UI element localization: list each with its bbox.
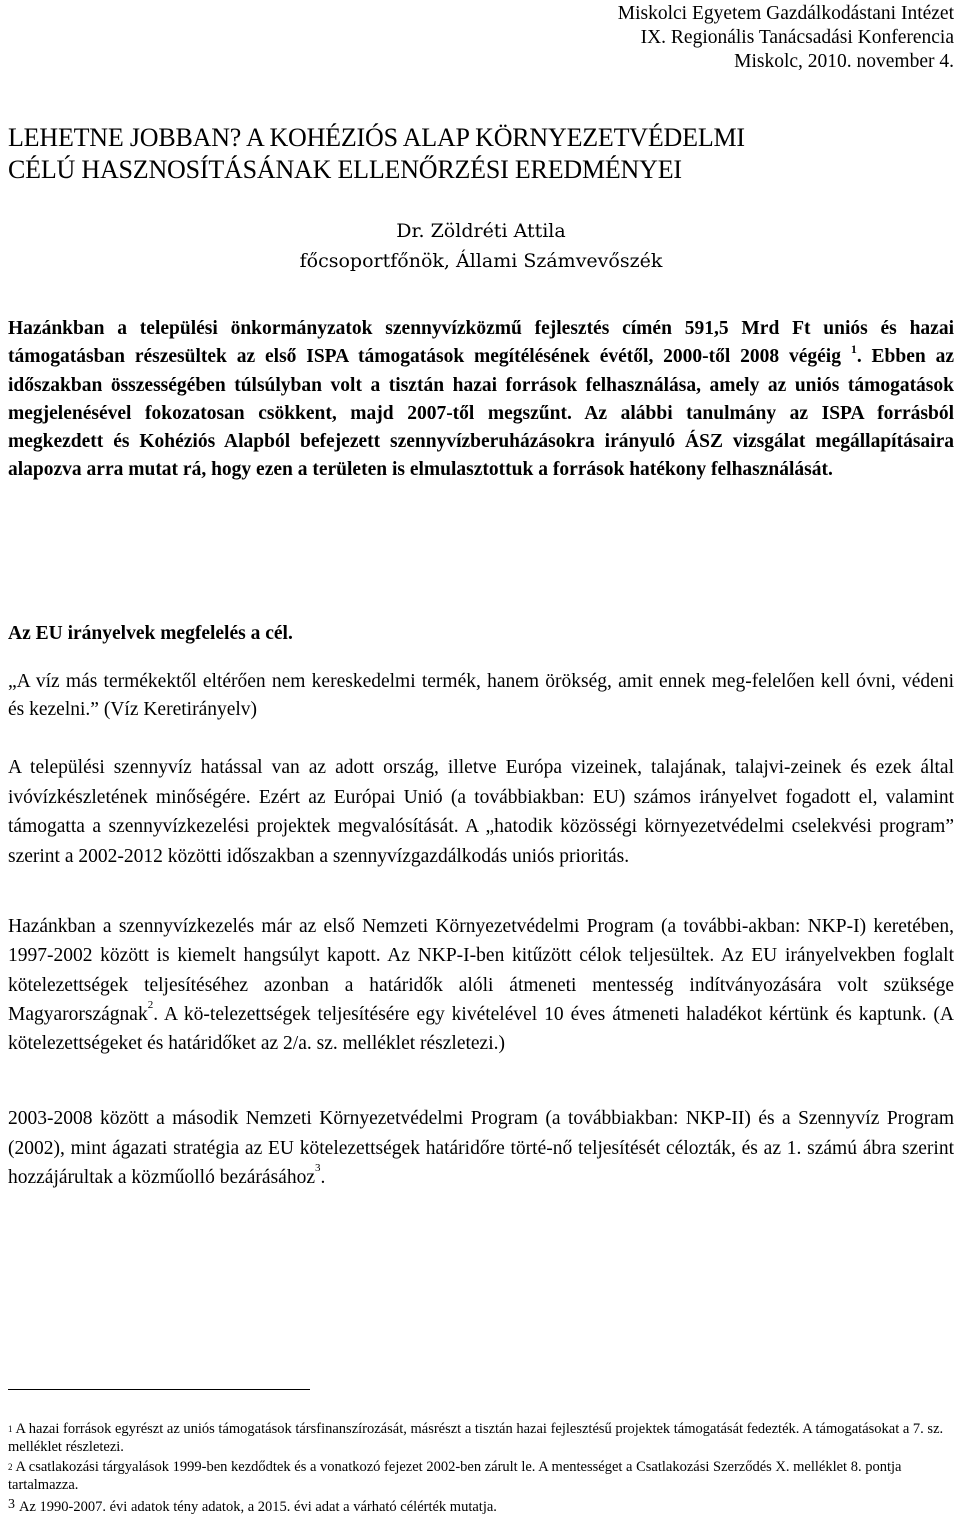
body-paragraph-3	[8, 912, 954, 1058]
paragraph4-text-before: 2003-2008 között a második Nemzeti Környezetvédelmi Program (a továbbiakban: NKP-II) és a Szennyvíz Program (2002), mint ágazati stratégia az EU kötelezettségek határidőre törté-nő teljesítését célozták, és az 1. számú ábra szerint hozzájárultak a közműolló bezárásához	[8, 1108, 954, 1188]
footnote-3-text: Az 1990-2007. évi adatok tény adatok, a 2015. évi adat a várható célérték mutatja.	[19, 1499, 497, 1515]
footnote-ref-3: 3	[314, 1162, 321, 1174]
footnote-2-mark: 2	[8, 1462, 13, 1472]
document-page	[8, 0, 954, 1532]
author-block	[8, 216, 954, 276]
abstract	[8, 315, 954, 485]
paragraph3-text-after: . A kö-telezettségek teljesítésére egy kivételével 10 éves átmeneti haladékot kértünk és kaptunk. (A kötelezettségeket és határidőket az 2/a. sz. melléklet részletezi.)	[8, 1003, 954, 1055]
header-conference: IX. Regionális Tanácsadási Konferencia	[640, 27, 954, 48]
paragraph4-text-after: .	[320, 1167, 326, 1188]
footnote-1	[8, 1420, 954, 1456]
footnotes	[8, 1420, 954, 1518]
paper-title	[8, 122, 954, 186]
abstract-text-before: Hazánkban a települési önkormányzatok szennyvízközmű fejlesztés címén 591,5 Mrd Ft uniós és hazai támogatásban részesültek az első ISPA támogatások megítélésének évétől, 2000-től 2008 végéig	[8, 318, 954, 368]
header-date: Miskolc, 2010. november 4.	[734, 51, 954, 72]
title-line-2: CÉLÚ HASZNOSÍTÁSÁNAK ELLENŐRZÉSI EREDMÉNYEI	[8, 155, 682, 184]
quote-paragraph	[8, 668, 954, 724]
body-paragraph-2: A települési szennyvíz hatással van az adott ország, illetve Európa vizeinek, talajának, talajvi-zeinek és ezek által ivóvízkészletének minőségére. Ezért az Európai Unió (a továbbiakban: EU) számos irányelvet fogadott el, valamint támogatta a szennyvízkezelési projektek megvalósítását. A „hatodik közösségi környezetvédelmi cselekvési program” szerint a 2002-2012 közötti időszakban a szennyvízgazdálkodás uniós prioritás.	[8, 757, 954, 867]
footnote-3-mark: 3	[8, 1497, 15, 1512]
author-name: Dr. Zöldréti Attila	[396, 220, 566, 242]
footnote-1-mark: 1	[8, 1424, 13, 1434]
footnote-1-text: A hazai források egyrészt az uniós támogatások társfinanszírozását, másrészt a tisztán hazai fejlesztésű projektek támogatását fedezték. A támogatásokat a 7. sz. melléklet részletezi.	[8, 1421, 944, 1455]
footnote-2-text: A csatlakozási tárgyalások 1999-ben kezdődtek és a vonatkozó fejezet 2002-ben zárult le. A mentességet a Csatlakozási Szerződés X. melléklet 8. pontja tartalmazza.	[8, 1459, 902, 1493]
footnote-3	[8, 1496, 954, 1516]
quote-source: (Víz Keretirányelv)	[98, 699, 258, 720]
footnote-ref-1: 1	[850, 342, 857, 357]
abstract-text-after: . Ebben az időszakban összességében túlsúlyban volt a tisztán hazai források felhasználása, amely az uniós támogatások megjelenésével fokozatosan csökkent, majd 2007-től megszűnt. Az alábbi tanulmány az ISPA forrásból megkezdett és Kohéziós Alapból befejezett szennyvízberuházásokra irányuló ÁSZ vizsgálat megállapításaira alapozva arra mutat rá, hogy ezen a területen is elmulasztottuk a források hatékony felhasználását.	[8, 346, 954, 481]
footnote-separator	[8, 1389, 310, 1390]
footnote-2	[8, 1458, 954, 1494]
conference-header	[618, 2, 954, 74]
footnote-ref-2: 2	[147, 998, 154, 1011]
paragraph3-text-before: Hazánkban a szennyvízkezelés már az első Nemzeti Környezetvédelmi Program (a további-akban: NKP-I) keretében, 1997-2002 között is kiemelt hangsúlyt kapott. Az NKP-I-ben kitűzött célok teljesültek. Az EU irányelvekben foglalt kötelezettségek teljesítéséhez azonban a határidők alóli átmeneti mentesség indítványozására volt szüksége Magyarországnak	[8, 916, 954, 1025]
author-position: főcsoportfőnök, Állami Számvevőszék	[299, 250, 663, 272]
title-line-1: LEHETNE JOBBAN? A KOHÉZIÓS ALAP KÖRNYEZETVÉDELMI	[8, 123, 745, 152]
header-institute: Miskolci Egyetem Gazdálkodástani Intézet	[617, 3, 954, 24]
quote-text: „A víz más termékektől eltérően nem kereskedelmi termék, hanem örökség, amit ennek meg-felelően kell óvni, védeni és kezelni.”	[8, 671, 954, 720]
body-paragraph-4	[8, 1104, 954, 1193]
section-heading: Az EU irányelvek megfelelés a cél.	[8, 623, 293, 644]
